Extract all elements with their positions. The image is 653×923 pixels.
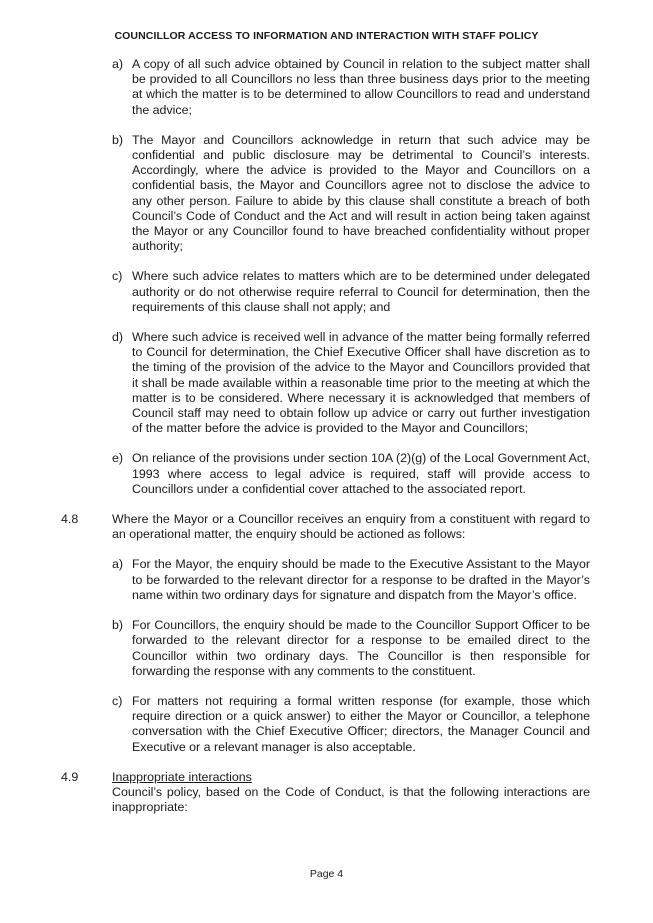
list-item-text: For Councillors, the enquiry should be made to the Councillor Support Officer to be forwarded to the relevant director for a response to be emailed direct to the Councillor within two ordinary days. The Councillor is then responsible for forwarding the response with any comments to the constituent. xyxy=(132,618,590,678)
section-4-9 xyxy=(61,769,590,816)
list-item xyxy=(112,57,590,118)
page-number: Page 4 xyxy=(309,868,344,880)
list-item-label: c) xyxy=(112,693,123,708)
list-item-label: e) xyxy=(112,451,124,466)
list-item-text: Where such advice is received well in advance of the matter being formally referred to Council for determination, the Chief Executive Officer shall have discretion as to the timing of the provision of the advice to the Mayor and Councillors provided that it shall be made available within a reasonable time prior to the meeting at which the matter is to be considered. Where necessary it is acknowledged that members of Council staff may need to obtain follow up advice or carry out further investigation of the matter before the advice is provided to the Mayor and Councillors; xyxy=(132,330,590,436)
list-item-label: c) xyxy=(112,269,123,284)
list-item-label: d) xyxy=(112,330,124,345)
section-heading: Inappropriate interactions xyxy=(112,769,252,784)
list-item-text: On reliance of the provisions under section 10A (2)(g) of the Local Government Act, 1993 where access to legal advice is required, staff will provide access to Councillors under a confidential cover attached to the associated report. xyxy=(132,451,590,496)
list-item xyxy=(112,693,590,755)
list-item-label: a) xyxy=(112,57,124,71)
list-item xyxy=(112,618,590,679)
section-4-8 xyxy=(61,512,590,542)
section-text: Where the Mayor or a Councillor receives an enquiry from a constituent with regard to an operational matter, the enquiry should be actioned as follows: xyxy=(112,512,590,542)
list-item xyxy=(112,330,590,436)
list-item-text: For matters not requiring a formal written response (for example, those which require direction or a quick answer) to either the Mayor or Councillor, a telephone conversation with the Chief Executive Officer; directors, the Manager Council and Executive or a relevant manager is also acceptable. xyxy=(132,693,590,754)
list-item xyxy=(112,451,590,497)
document-header: COUNCILLOR ACCESS TO INFORMATION AND INTERACTION WITH STAFF POLICY xyxy=(114,30,539,42)
list-item xyxy=(112,132,590,255)
list-item-label: b) xyxy=(112,132,124,147)
list-item-label: b) xyxy=(112,618,124,633)
list-item-text: For the Mayor, the enquiry should be made to the Executive Assistant to the Mayor to be forwarded to the relevant director for a response to be drafted in the Mayor’s name within two ordinary days for signature and dispatch from the Mayor’s office. xyxy=(132,557,590,602)
section-number: 4.9 xyxy=(61,769,79,784)
list-item xyxy=(112,557,590,603)
list-item xyxy=(112,269,590,315)
list-item-text: A copy of all such advice obtained by Council in relation to the subject matter shall be provided to all Councillors no less than three business days prior to the meeting at which the matter is to be determined to allow Councillors to read and understand the advice; xyxy=(132,57,590,117)
list-item-text: Where such advice relates to matters which are to be determined under delegated authority or do not otherwise require referral to Council for determination, then the requirements of this clause shall not apply; and xyxy=(132,269,590,314)
document-body xyxy=(0,57,653,830)
section-text: Council’s policy, based on the Code of Conduct, is that the following interactions are inappropriate: xyxy=(112,784,590,815)
list-item-label: a) xyxy=(112,557,124,572)
list-item-text: The Mayor and Councillors acknowledge in return that such advice may be confidential and public disclosure may be detrimental to Council’s interests. Accordingly, where the advice is provided to the Mayor and Councillors on a confidential basis, the Mayor and Councillors agree not to disclose the advice to any other person. Failure to abide by this clause shall constitute a breach of both Council’s Code of Conduct and the Act and will result in action being taken against the Mayor or any Councillor found to have breached confidentiality without proper authority; xyxy=(132,132,590,254)
section-number: 4.8 xyxy=(61,512,79,527)
